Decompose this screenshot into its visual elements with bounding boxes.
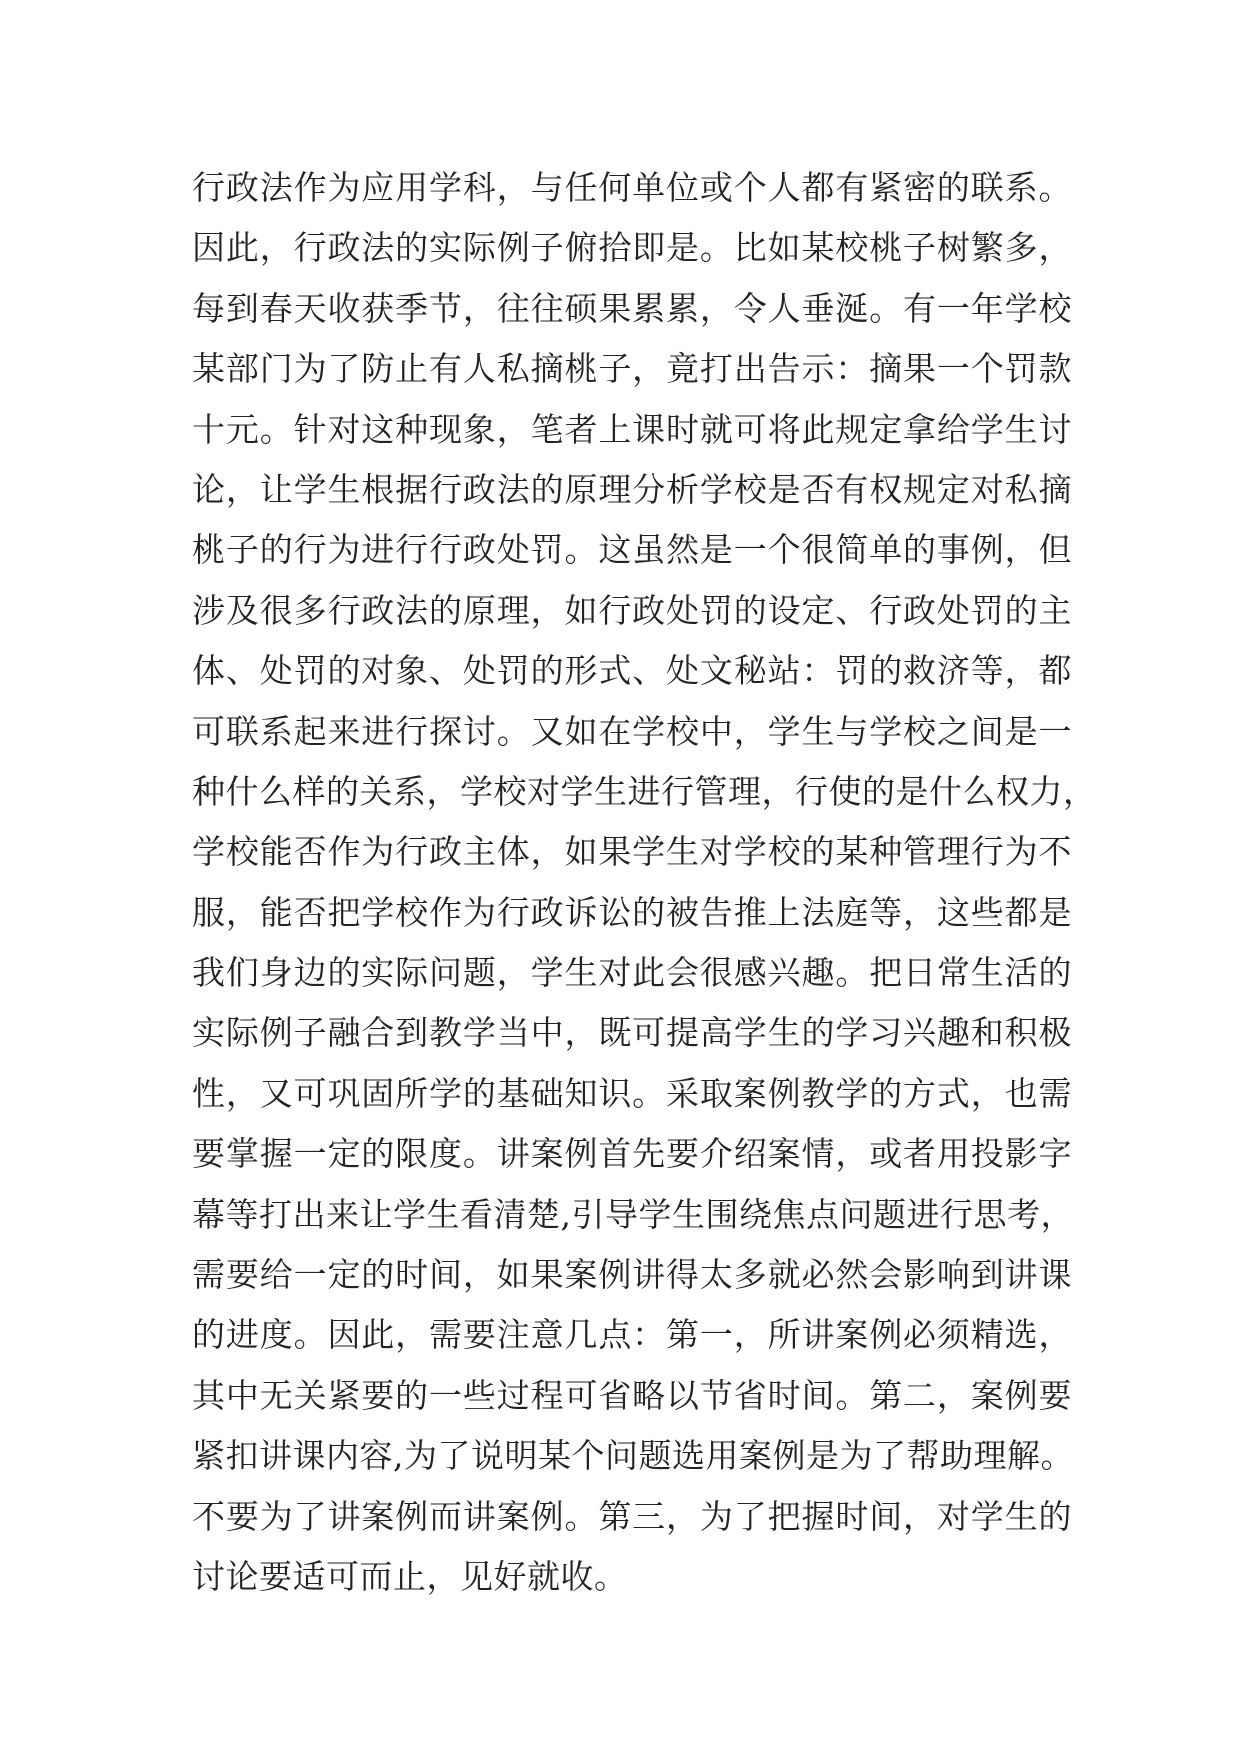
text-line: 种什么样的关系，学校对学生进行管理，行使的是什么权力， [192, 771, 1097, 811]
text-line: 十元。针对这种现象，笔者上课时就可将此规定拿给学生讨 [192, 409, 1072, 449]
text-line: 因此，行政法的实际例子俯拾即是。比如某校桃子树繁多， [192, 228, 1072, 268]
text-line: 实际例子融合到教学当中，既可提高学生的学习兴趣和积极 [192, 1013, 1072, 1053]
body-text [192, 158, 1097, 1607]
text-line: 服，能否把学校作为行政诉讼的被告推上法庭等，这些都是 [192, 892, 1072, 932]
text-line: 涉及很多行政法的原理，如行政处罚的设定、行政处罚的主 [192, 590, 1072, 630]
text-line: 其中无关紧要的一些过程可省略以节省时间。第二，案例要 [192, 1375, 1072, 1415]
text-line: 某部门为了防止有人私摘桃子，竟打出告示：摘果一个罚款 [192, 349, 1072, 389]
text-line: 需要给一定的时间，如果案例讲得太多就必然会影响到讲课 [192, 1255, 1072, 1295]
text-line: 可联系起来进行探讨。又如在学校中，学生与学校之间是一 [192, 711, 1072, 751]
text-line: 学校能否作为行政主体，如果学生对学校的某种管理行为不 [192, 832, 1072, 872]
text-line: 论，让学生根据行政法的原理分析学校是否有权规定对私摘 [192, 469, 1072, 509]
text-line: 每到春天收获季节，往往硕果累累，令人垂涎。有一年学校 [192, 288, 1072, 328]
text-line: 不要为了讲案例而讲案例。第三，为了把握时间，对学生的 [192, 1496, 1072, 1536]
text-line: 我们身边的实际问题，学生对此会很感兴趣。把日常生活的 [192, 953, 1072, 993]
text-line: 行政法作为应用学科，与任何单位或个人都有紧密的联系。 [192, 168, 1072, 207]
text-line: 幕等打出来让学生看清楚,引导学生围绕焦点问题进行思考， [192, 1194, 1074, 1234]
text-line: 的进度。因此，需要注意几点：第一，所讲案例必须精选， [192, 1315, 1072, 1355]
text-line: 性，又可巩固所学的基础知识。采取案例教学的方式，也需 [192, 1073, 1072, 1113]
text-line: 体、处罚的对象、处罚的形式、处文秘站：罚的救济等，都 [192, 651, 1072, 691]
text-line: 桃子的行为进行行政处罚。这虽然是一个很简单的事例，但 [192, 530, 1072, 570]
text-line: 紧扣讲课内容,为了说明某个问题选用案例是为了帮助理解。 [192, 1436, 1074, 1476]
text-line: 要掌握一定的限度。讲案例首先要介绍案情，或者用投影字 [192, 1134, 1072, 1174]
text-line-last: 讨论要适可而止，见好就收。 [192, 1556, 628, 1596]
